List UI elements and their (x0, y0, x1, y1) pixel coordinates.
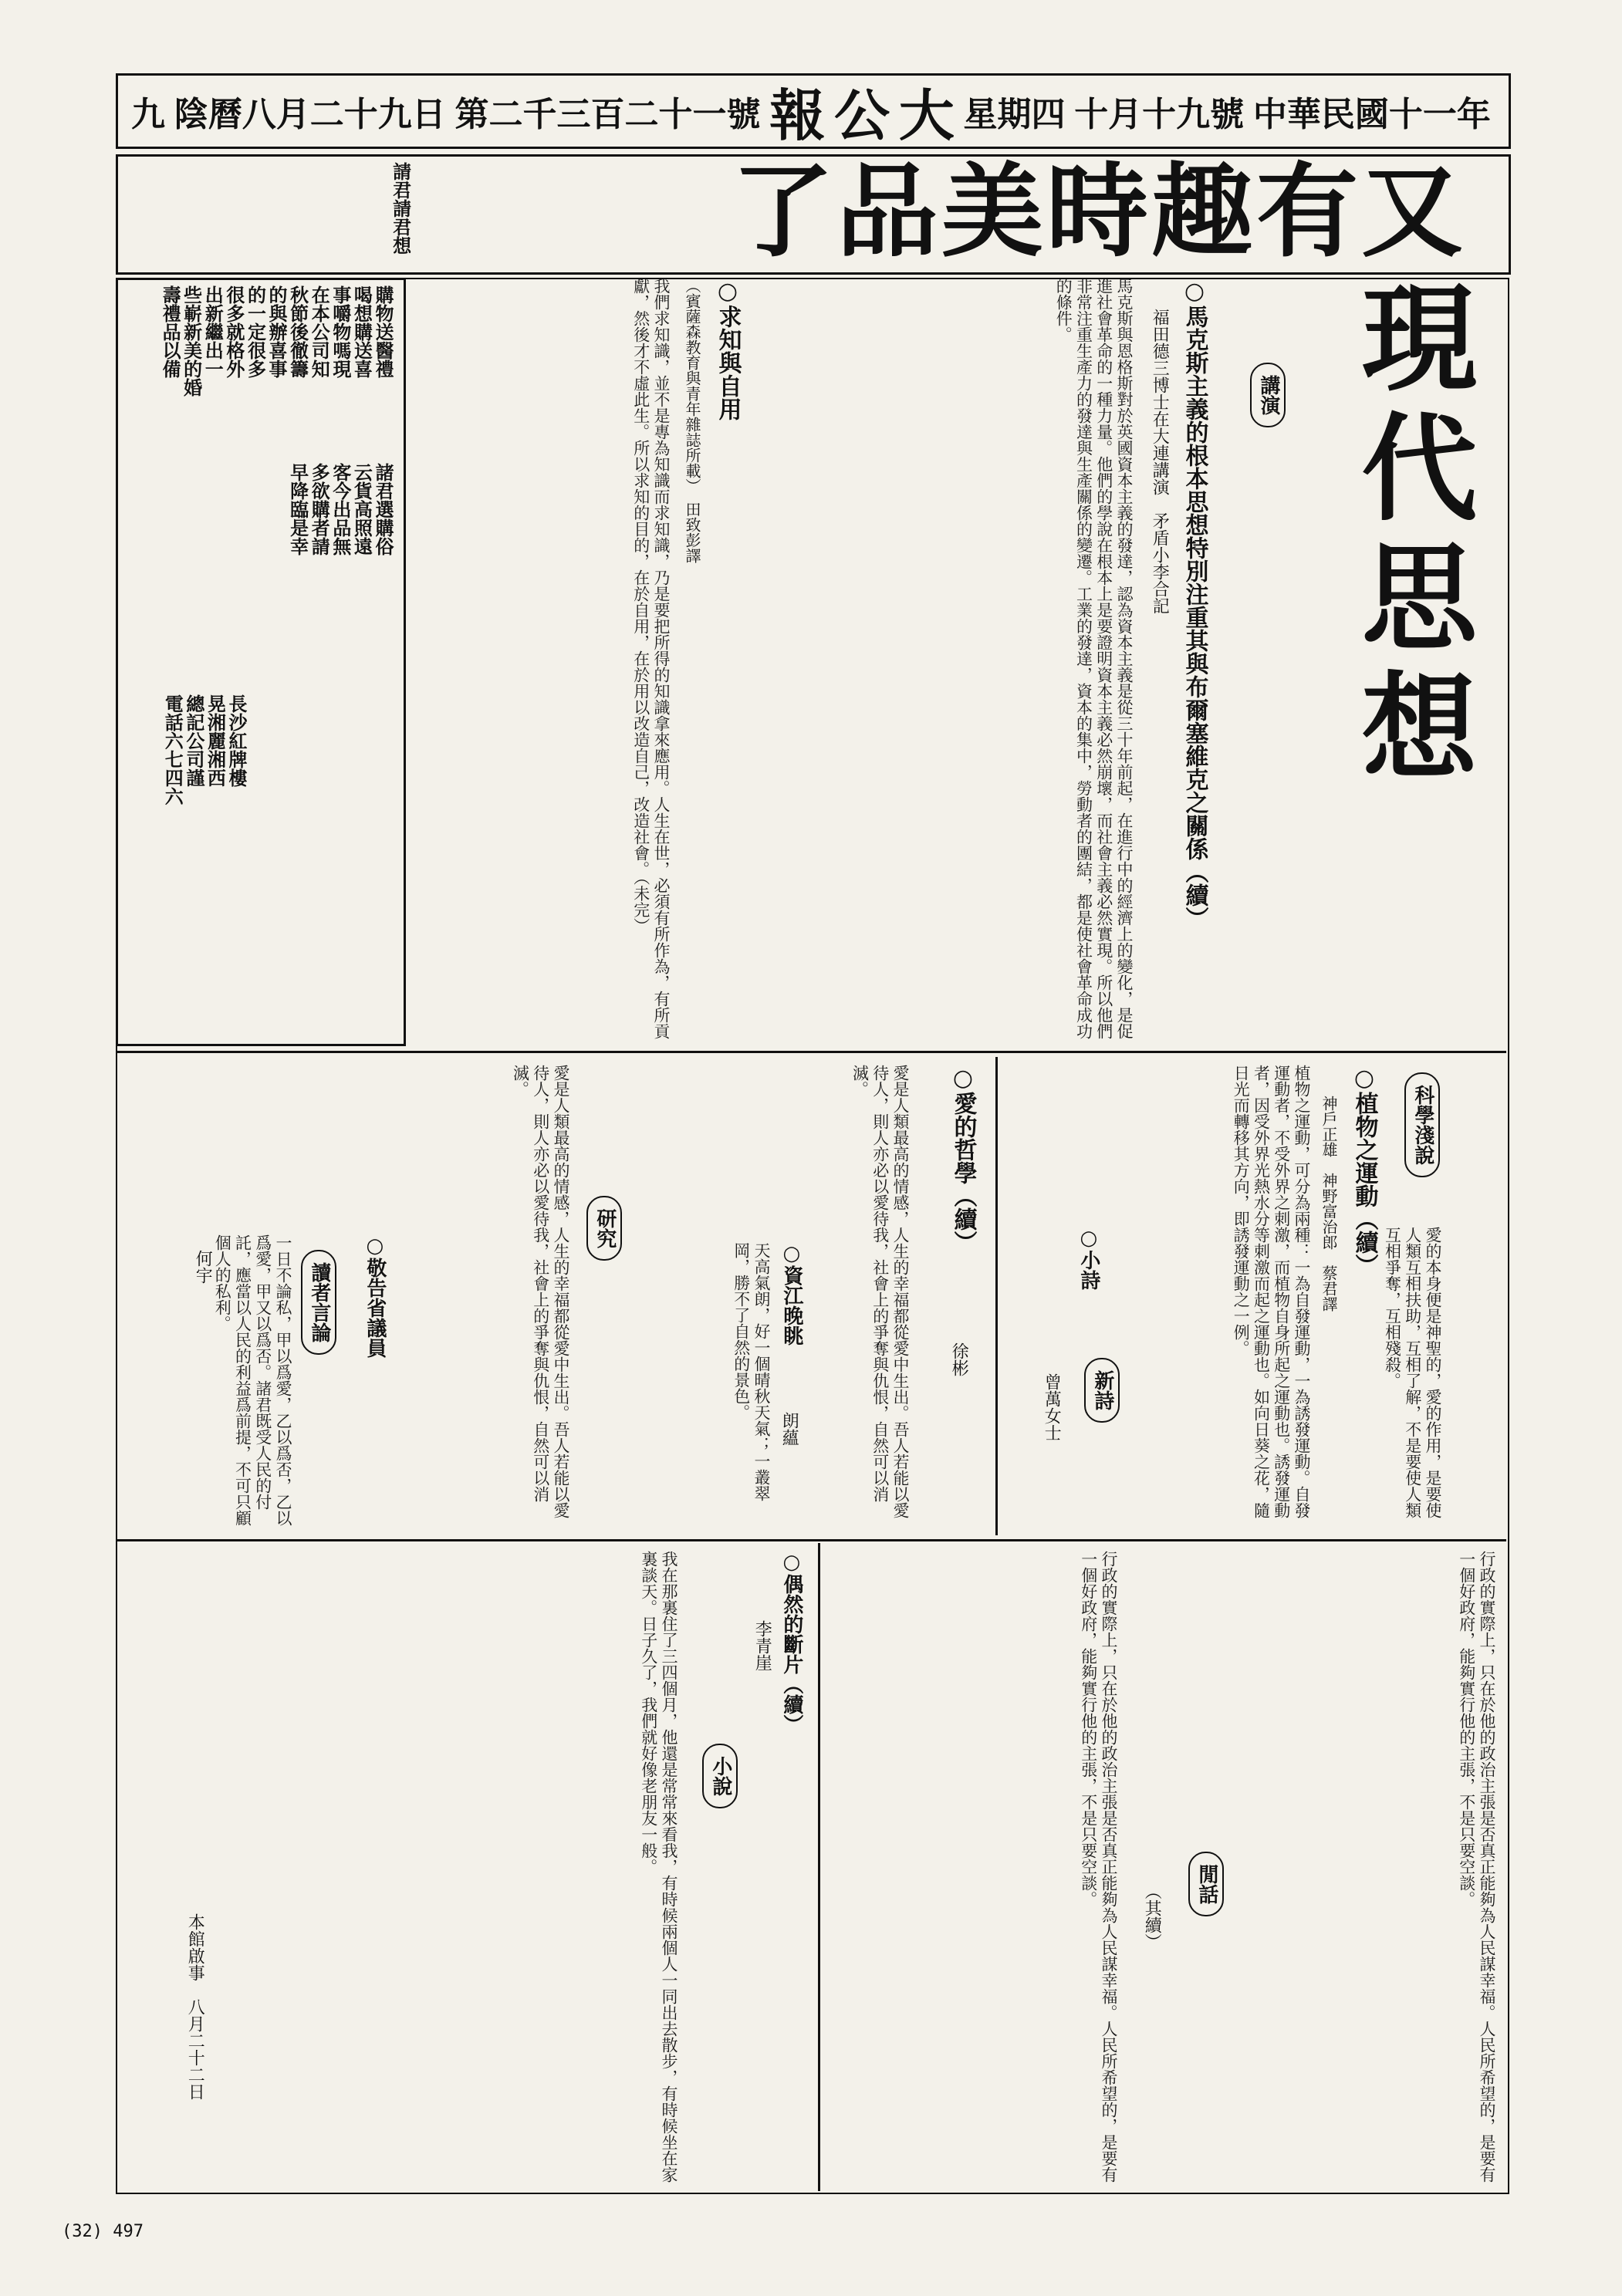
research-title: ○愛的哲學（續） (949, 1065, 977, 1254)
section-tag-novel: 小說 (702, 1744, 738, 1808)
newpoem-text: 愛的本身便是神聖的，愛的作用，是要使人類互相扶助，互相了解，不是要使人類互相爭奪，互相殘殺。 (1383, 1227, 1442, 1518)
ad-company-line: 電話六七四六 (161, 694, 184, 805)
qiuzhi-byline: （賓薩森教育與青年雜誌所載） 田致彭譯 (683, 278, 701, 563)
ad-line: 多欲購者請 (308, 463, 331, 555)
ad-line: 購物送醫禮 (372, 285, 394, 378)
letter-signature: 本館啟事 八月二十二日 (185, 1913, 205, 2100)
masthead-char-3: 報 (769, 83, 826, 148)
section-tag-newpoem: 新詩 (1084, 1358, 1120, 1423)
ad-line: 的與辦喜事 (265, 285, 289, 378)
ad-line: 事嚼物嗎現 (329, 285, 352, 378)
science-title: ○植物之運動（續） (1350, 1065, 1378, 1277)
poem2-title: ○資江晚眺 (779, 1242, 803, 1346)
marx-text: 馬克斯與恩格斯對於英國資本主義的發達，認為資本主義是從三十年前起，在進行中的經濟上的變化，是促進社會革命的一種力量。他們的學說在根本上是要證明資本主義必然崩壞，而社會主義必然實現。所以他們非常注重生產力的發達與生產關係的變遷。工業的發達，資本的集中，勞動者的團結，都是使社會革命成功的條件。 (1054, 278, 1134, 1039)
ad-line: 在本公司知 (308, 285, 331, 378)
page-number: 九 (131, 95, 165, 134)
issue-number: 第二千三百二十一號 (454, 95, 761, 134)
newpoem-author: 曾萬女士 (1042, 1373, 1062, 1441)
ad-side-text: 請君請君想 (389, 162, 412, 255)
reader-author: 何宇 (193, 1250, 213, 1284)
qiuzhi-title: ○求知與自用 (714, 278, 742, 420)
section-tag-reader: 讀者言論 (301, 1250, 336, 1355)
poem2-text: 天高氣朗，好一個晴秋天氣；一叢翠岡，勝不了自然的景色。 (732, 1242, 771, 1501)
ad-line: 喝想購送喜 (350, 285, 373, 378)
page-frame (116, 278, 1509, 2194)
newpoem-title: ○小詩 (1076, 1227, 1100, 1290)
ad-line: 些嶄新美的婚 (180, 285, 203, 397)
section-tag-lecture: 講演 (1250, 363, 1286, 427)
reader-title: ○敬告省議員 (363, 1234, 387, 1358)
science-byline: 神戶正雄 神野富治郎 蔡君譯 (1320, 1096, 1338, 1312)
masthead-title: 現代思想 (1341, 278, 1478, 796)
ad-company-line: 總記公司謹 (182, 694, 205, 787)
masthead-char-2: 公 (833, 83, 890, 148)
leisure-text-2: 行政的實際上，只在於他的政治主張是否真正能夠為人民謀幸福。人民所希望的，是要有一個好政府，能夠實行他的主張，不是只要空談。 (1079, 1551, 1118, 2183)
header-year: 中華民國十一年 (1252, 95, 1491, 134)
poem2-author: 朗蘊 (779, 1412, 799, 1446)
masthead-char-1: 大 (898, 83, 955, 148)
page-footer: (32) 497 (62, 2222, 144, 2241)
novel-author: 李青崖 (752, 1620, 772, 1671)
science-text: 植物之運動，可分為兩種：一為自發運動，一為誘發運動。自發運動者，不受外界之刺激，而植物自身所起之運動也。誘發運動者，因受外界光熱水分等刺激而起之運動也。如向日葵之花，隨日光而轉移其方向，即誘發運動之一例。 (1232, 1065, 1311, 1518)
novel-title: ○偶然的斷片（續） (779, 1551, 803, 1734)
qiuzhi-text: 我們求知識，並不是專為知識而求知識，乃是要把所得的知識拿來應用。人生在世，必須有所作為，有所貢獻，然後才不虛此生。所以求知的目的，在於自用，在於用以改造自己，改造社會。（未完） (631, 278, 671, 1039)
ad-line: 諸君選購俗 (372, 463, 394, 555)
ad-line: 云貨高照遠 (350, 463, 373, 555)
ad-line: 出新繼出一 (201, 285, 225, 378)
section-tag-science: 科學淺說 (1404, 1072, 1440, 1177)
research-text: 愛是人類最高的情感，人生的幸福都從愛中生出。吾人若能以愛待人，則人亦必以愛待我，社會上的爭奪與仇恨，自然可以消滅。 (850, 1065, 910, 1518)
header-cells (116, 80, 1506, 148)
marx-byline: 福田德三博士在大連講演 矛盾小李合記 (1150, 309, 1170, 614)
ad-line: 很多就格外 (222, 285, 245, 378)
research-text-2: 愛是人類最高的情感，人生的幸福都從愛中生出。吾人若能以愛待人，則人亦必以愛待我，社會上的爭奪與仇恨，自然可以消滅。 (511, 1065, 570, 1518)
leisure-title: （其續） (1142, 1882, 1162, 1950)
ad-line: 壽禮品以備 (159, 285, 182, 378)
ad-company-line: 長沙紅牌樓 (225, 694, 248, 787)
ad-line: 早降臨是幸 (286, 463, 309, 555)
ad-line: 秋節後徹籌 (286, 285, 309, 378)
marx-title: ○馬克斯主義的根本思想特別注重其與布爾塞維克之關係（續） (1181, 278, 1208, 930)
ad-company-line: 晃湘麗湘西 (204, 694, 227, 787)
ad-line: 的一定很多 (244, 285, 267, 378)
section-tag-leisure: 閒話 (1188, 1852, 1224, 1916)
header-weekday: 星期四 (963, 95, 1066, 134)
leisure-text: 行政的實際上，只在於他的政治主張是否真正能夠為人民謀幸福。人民所希望的，是要有一個好政府，能夠實行他的主張，不是只要空談。 (1457, 1551, 1496, 2183)
research-author: 徐彬 (949, 1342, 969, 1376)
lunar-date: 陰曆八月二十九日 (174, 95, 446, 134)
novel-text: 我在那裏住了三四個月，他還是常常來看我，有時候兩個人一同出去散步，有時候坐在家裏談天。日子久了，我們就好像老朋友一般。 (639, 1551, 678, 2183)
header-date: 十月十九號 (1074, 95, 1245, 134)
reader-text: 一日不論私，甲以爲愛，乙以爲否，乙以爲愛，甲又以爲否。諸君既受人民的付託，應當以人民的利益爲前提，不可只顧個人的私利。 (213, 1234, 292, 1526)
section-tag-research: 研究 (586, 1196, 622, 1261)
ad-title: 又有趣時美品了 (732, 152, 1466, 272)
ad-line: 客今出品無 (329, 463, 352, 555)
